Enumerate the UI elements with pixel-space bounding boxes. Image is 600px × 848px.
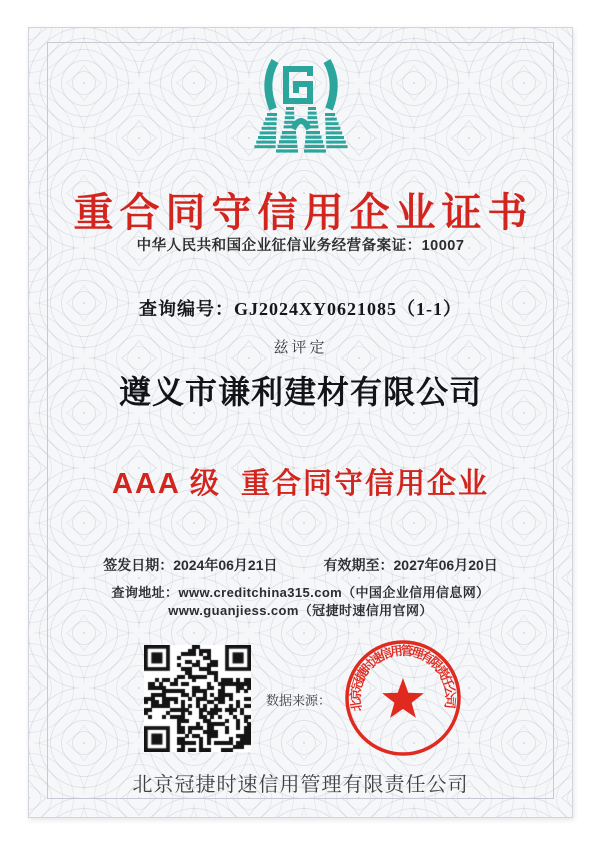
valid-until-value: 2027年06月20日 bbox=[393, 557, 498, 573]
qr-code bbox=[144, 645, 251, 752]
query-url-1: www.creditchina315.com（中国企业信用信息网） bbox=[178, 585, 490, 600]
rating-line: AAA 级 重合同守信用企业 bbox=[112, 468, 489, 500]
hereby-assessed-label: 兹评定 bbox=[273, 340, 328, 356]
company-name: 遵义市谦利建材有限公司 bbox=[118, 374, 482, 410]
query-address-line-2 bbox=[29, 602, 572, 620]
issuer-company-name: 北京冠捷时速信用管理有限责任公司 bbox=[132, 774, 469, 796]
credit-agency-logo bbox=[253, 59, 349, 162]
query-number-label: 查询编号： bbox=[139, 299, 234, 319]
ding-vessel-logo-icon bbox=[253, 59, 349, 157]
dates-row bbox=[29, 555, 572, 575]
data-source-label: 数据来源： bbox=[266, 693, 332, 708]
seal-star-icon bbox=[382, 678, 424, 718]
query-address-line-1 bbox=[29, 584, 572, 602]
certificate bbox=[28, 27, 573, 818]
issue-date-label: 签发日期： bbox=[103, 557, 174, 573]
certificate-title: 重合同守信用企业证书 bbox=[73, 191, 534, 235]
issue-date-value: 2024年06月21日 bbox=[173, 557, 278, 573]
issue-date bbox=[103, 555, 277, 575]
valid-until-label: 有效期至： bbox=[323, 557, 394, 573]
query-url-2: www.guanjiess.com（冠捷时速信用官网） bbox=[168, 602, 433, 618]
query-number-value: GJ2024XY0621085（1-1） bbox=[234, 299, 462, 319]
valid-until bbox=[324, 555, 498, 575]
query-address-label: 查询地址： bbox=[111, 585, 179, 600]
seal-text: 北京冠捷时速信用管理有限责任公司 bbox=[348, 643, 458, 713]
company-seal bbox=[343, 638, 463, 758]
filing-number-subtitle: 中华人民共和国企业征信业务经营备案证：10007 bbox=[136, 238, 465, 254]
query-address-block bbox=[29, 584, 572, 619]
query-number-line bbox=[29, 295, 572, 321]
